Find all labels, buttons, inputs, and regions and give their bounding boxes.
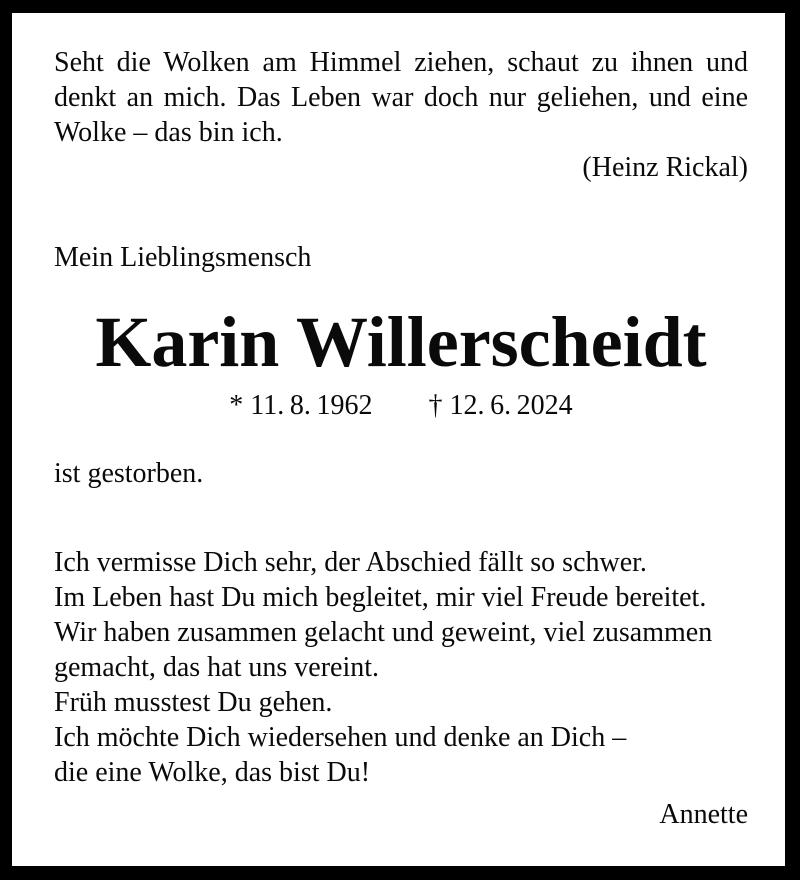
memorial-poem (54, 545, 748, 790)
signature: Annette (659, 799, 748, 830)
poem-line: Ich vermisse Dich sehr, der Abschied fällt so schwer. (54, 547, 647, 578)
intro-line: Mein Lieblingsmensch (54, 242, 312, 273)
obituary-notice (12, 13, 785, 866)
opening-quote: Seht die Wolken am Himmel ziehen, schaut zu ihnen und denkt an mich. Das Leben war doch nur geliehen, und eine Wolke – das bin ich. (54, 47, 748, 148)
birth-date-value: 11. 8. 1962 (250, 390, 373, 421)
death-date (428, 388, 572, 423)
poem-line: Früh musstest Du gehen. (54, 687, 333, 718)
poem-line: Wir haben zusammen gelacht und geweint, viel zusammen (54, 617, 713, 648)
status-line: ist gestorben. (54, 458, 204, 489)
death-cross-icon: † (428, 390, 443, 421)
poem-line: Ich möchte Dich wiedersehen und denke an Dich – (54, 722, 627, 753)
life-dates (54, 388, 748, 423)
deceased-name: Karin Willerscheidt (95, 302, 707, 382)
poem-line: Im Leben hast Du mich begleitet, mir viel Freude bereitet. (54, 582, 707, 613)
death-date-value: 12. 6. 2024 (449, 390, 573, 421)
quote-attribution: (Heinz Rickal) (582, 152, 748, 183)
birth-star-icon: * (229, 390, 244, 421)
poem-line: die eine Wolke, das bist Du! (54, 757, 371, 788)
poem-line: gemacht, das hat uns vereint. (54, 652, 380, 683)
birth-date (229, 388, 372, 423)
